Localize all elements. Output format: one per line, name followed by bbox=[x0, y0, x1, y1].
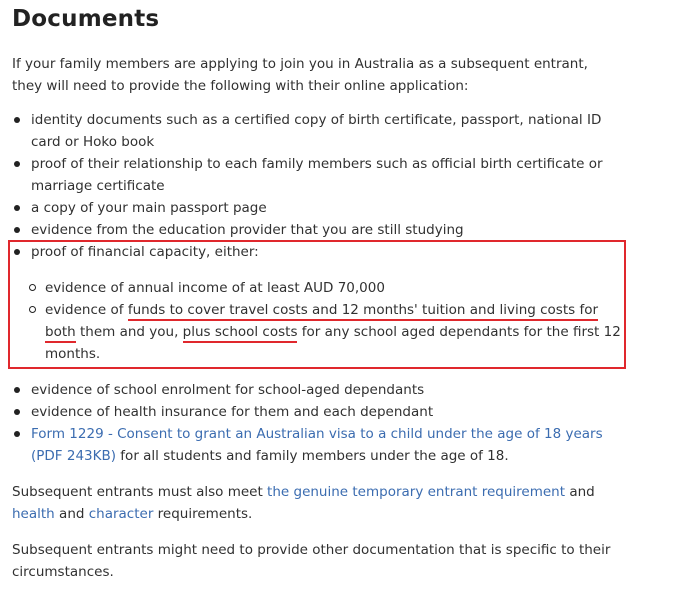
page-title: Documents bbox=[12, 6, 160, 32]
highlighted-text: funds to cover travel costs and 12 months' tuition and living costs for both bbox=[45, 302, 598, 343]
list-item: a copy of your main passport page bbox=[12, 197, 632, 219]
list-item: Form 1229 - Consent to grant an Australian visa to a child under the age of 18 years (PDF 243KB) for all students and family members under the age of 18. bbox=[12, 423, 632, 467]
list-item-financial: proof of financial capacity, either: evidence of annual income of at least AUD 70,000 evidence of funds to cover travel costs and 12 months' tuition and living costs for both them and you, plus school costs for any school aged dependants for the first 12 months. bbox=[12, 241, 632, 373]
list-item: evidence of annual income of at least AUD 70,000 bbox=[12, 277, 632, 299]
list-item: evidence of health insurance for them and each dependant bbox=[12, 401, 632, 423]
form-1229-link[interactable]: Form 1229 - Consent to grant an Australian visa to a child under the age of 18 years (PDF 243KB) bbox=[31, 426, 603, 464]
list-item: evidence of funds to cover travel costs and 12 months' tuition and living costs for both them and you, plus school costs for any school aged dependants for the first 12 months. bbox=[12, 299, 632, 365]
requirements-paragraph: Subsequent entrants must also meet the genuine temporary entrant requirement and health and character requirements. bbox=[12, 484, 595, 522]
health-link[interactable]: health bbox=[12, 506, 55, 522]
character-link[interactable]: character bbox=[88, 506, 154, 522]
additional-docs-paragraph: Subsequent entrants might need to provide other documentation that is specific to their circumstances. bbox=[12, 542, 611, 580]
intro-paragraph: If your family members are applying to join you in Australia as a subsequent entrant, they will need to provide the following with their online application: bbox=[12, 56, 588, 94]
requirements-list-continued bbox=[12, 379, 632, 467]
list-item: proof of their relationship to each family members such as official birth certificate or marriage certificate bbox=[12, 153, 632, 197]
list-item: evidence from the education provider that you are still studying bbox=[12, 219, 632, 241]
list-item: identity documents such as a certified copy of birth certificate, passport, national ID card or Hoko book bbox=[12, 109, 632, 153]
gte-requirement-link[interactable]: the genuine temporary entrant requirement bbox=[267, 484, 566, 500]
list-item: evidence of school enrolment for school-aged dependants bbox=[12, 379, 632, 401]
highlighted-text: plus school costs bbox=[183, 324, 298, 343]
highlight-box bbox=[8, 240, 626, 369]
